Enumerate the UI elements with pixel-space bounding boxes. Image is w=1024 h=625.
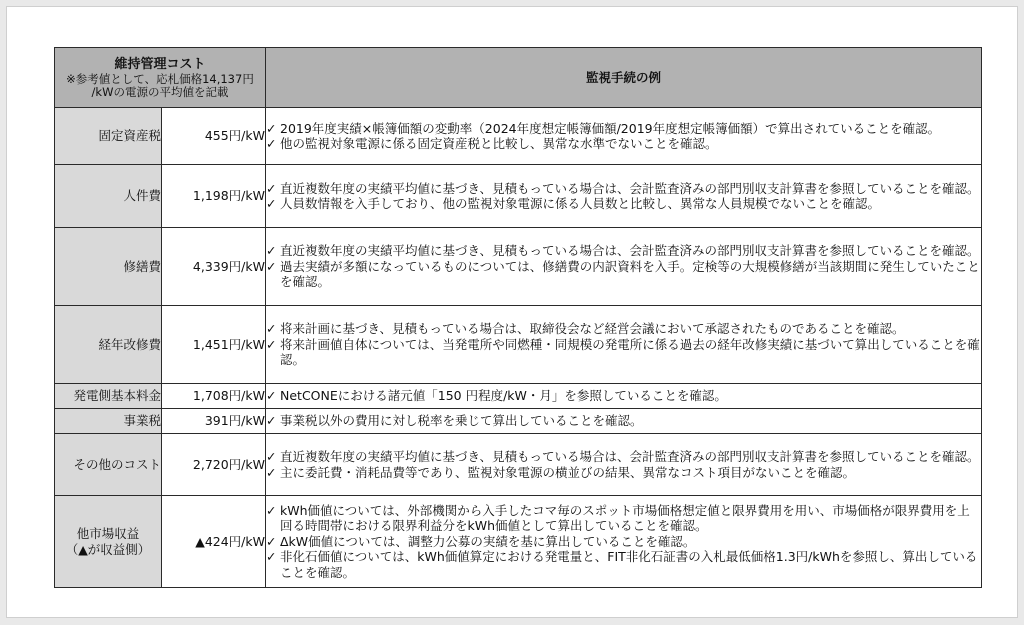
row-value: 2,720円/kW xyxy=(162,434,266,496)
check-icon: ✓ xyxy=(266,549,277,565)
row-procedures xyxy=(266,306,982,384)
row-value: 4,339円/kW xyxy=(162,228,266,306)
check-icon: ✓ xyxy=(266,136,277,151)
table-row xyxy=(55,306,982,384)
check-icon: ✓ xyxy=(266,449,277,464)
check-icon: ✓ xyxy=(266,336,277,352)
maintenance-cost-table xyxy=(54,47,982,588)
row-label: 修繕費 xyxy=(55,228,162,306)
procedure-item: ✓ 直近複数年度の実績平均値に基づき、見積もっている場合は、会計監査済みの部門別収支計算書を参照していることを確認。 xyxy=(266,243,980,259)
check-icon: ✓ xyxy=(266,464,277,480)
procedure-item: ✓ NetCONEにおける諸元値「150 円程度/kW・月」を参照していることを確認。 xyxy=(266,388,727,404)
table-row xyxy=(55,108,982,165)
row-procedures xyxy=(266,165,982,228)
row-value: 1,198円/kW xyxy=(162,165,266,228)
header-monitoring-procedure: 監視手続の例 xyxy=(266,48,982,108)
document-frame xyxy=(6,6,1018,618)
check-icon: ✓ xyxy=(266,321,277,337)
row-value: 455円/kW xyxy=(162,108,266,165)
table-row xyxy=(55,165,982,228)
row-label: 人件費 xyxy=(55,165,162,228)
procedure-item: ✓ 主に委託費・消耗品費等であり、監視対象電源の横並びの結果、異常なコスト項目がないことを確認。 xyxy=(266,464,856,480)
table-header-row xyxy=(55,48,982,108)
header-maintenance-cost xyxy=(55,48,266,108)
check-icon: ✓ xyxy=(266,196,277,211)
table-row xyxy=(55,434,982,496)
header-left-title: 維持管理コスト xyxy=(114,56,206,72)
procedure-item: ✓ 将来計画値自体については、当発電所や同燃種・同規模の発電所に係る過去の経年改修実績に基づいて算出していることを確認。 xyxy=(266,336,980,368)
procedure-item: ✓ ΔkW価値については、調整力公募の実績を基に算出していることを確認。 xyxy=(266,533,696,549)
header-left-note-1: ※参考値として、応札価格14,137円 xyxy=(66,71,254,86)
row-value: 1,708円/kW xyxy=(162,384,266,409)
table-row xyxy=(55,228,982,306)
row-label xyxy=(55,496,162,588)
check-icon: ✓ xyxy=(266,388,277,404)
row-value: 391円/kW xyxy=(162,409,266,434)
table-row xyxy=(55,384,982,409)
check-icon: ✓ xyxy=(266,533,277,549)
row-label: 事業税 xyxy=(55,409,162,434)
row-label: その他のコスト xyxy=(55,434,162,496)
row-value: 1,451円/kW xyxy=(162,306,266,384)
row-procedures xyxy=(266,496,982,588)
check-icon: ✓ xyxy=(266,180,277,196)
procedure-item: ✓ kWh価値については、外部機関から入手したコマ毎のスポット市場価格想定値と限界費用を用い、市場価格が限界費用を上回る時間帯における限界利益分をkWh価値として算出していることを確認。 xyxy=(266,502,970,534)
table-row xyxy=(55,409,982,434)
row-procedures xyxy=(266,434,982,496)
procedure-item: ✓ 人員数情報を入手しており、他の監視対象電源に係る人員数と比較し、異常な人員規模でないことを確認。 xyxy=(266,196,881,211)
row-label: 経年改修費 xyxy=(55,306,162,384)
procedure-item: ✓ 事業税以外の費用に対し税率を乗じて算出していることを確認。 xyxy=(266,413,643,429)
row-procedures xyxy=(266,108,982,165)
procedure-item: ✓ 非化石価値については、kWh価値算定における発電量と、FIT非化石証書の入札最低価格1.3円/kWhを参照し、算出していることを確認。 xyxy=(266,549,978,580)
check-icon: ✓ xyxy=(266,243,277,259)
row-label-line-2: （▲が収益側） xyxy=(65,541,151,557)
check-icon: ✓ xyxy=(266,413,277,429)
row-procedures xyxy=(266,384,982,409)
procedure-item: ✓ 将来計画に基づき、見積もっている場合は、取締役会など経営会議において承認されたものであることを確認。 xyxy=(266,321,905,337)
row-label: 発電側基本料金 xyxy=(55,384,162,409)
table-row xyxy=(55,496,982,588)
row-label-line-1: 他市場収益 xyxy=(76,526,140,541)
check-icon: ✓ xyxy=(266,502,277,518)
procedure-item: ✓ 他の監視対象電源に係る固定資産税と比較し、異常な水準でないことを確認。 xyxy=(266,136,718,151)
row-procedures xyxy=(266,409,982,434)
procedure-item: ✓ 2019年度実績×帳簿価額の変動率（2024年度想定帳簿価額/2019年度想定帳簿価額）で算出されていることを確認。 xyxy=(266,120,941,136)
procedure-item: ✓ 直近複数年度の実績平均値に基づき、見積もっている場合は、会計監査済みの部門別収支計算書を参照していることを確認。 xyxy=(266,449,980,464)
row-value: ▲424円/kW xyxy=(162,496,266,588)
procedure-item: ✓ 過去実績が多額になっているものについては、修繕費の内訳資料を入手。定検等の大規模修繕が当該期間に発生していたことを確認。 xyxy=(266,258,980,290)
header-left-note-2: /kWの電源の平均値を記載 xyxy=(91,85,229,99)
check-icon: ✓ xyxy=(266,120,277,136)
row-procedures xyxy=(266,228,982,306)
check-icon: ✓ xyxy=(266,258,277,274)
row-label: 固定資産税 xyxy=(55,108,162,165)
procedure-item: ✓ 直近複数年度の実績平均値に基づき、見積もっている場合は、会計監査済みの部門別収支計算書を参照していることを確認。 xyxy=(266,180,980,196)
